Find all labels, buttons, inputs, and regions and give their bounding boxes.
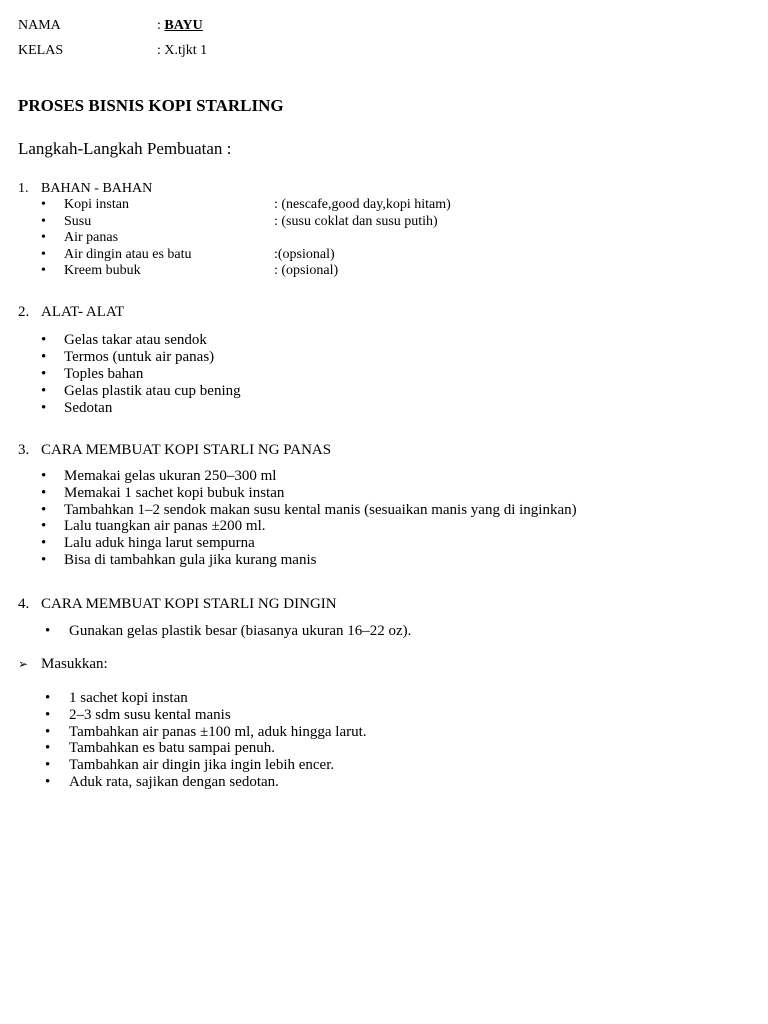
masukkan-item-text: Tambahkan air panas ±100 ml, aduk hingga larut. [69,723,367,740]
bullet-icon: • [45,623,51,639]
hot-step-item-text: Lalu tuangkan air panas ±200 ml. [64,518,266,535]
bullet-icon: • [41,518,47,535]
masukkan-item [45,690,725,707]
ingredient-item-value: : (opsional) [274,263,339,279]
cold-step-item [45,623,725,640]
masukkan-item [45,757,725,774]
kelas-label: KELAS [18,43,64,58]
ingredient-item [41,262,561,279]
bullet-icon: • [41,230,46,246]
section2-number: 2. [18,304,30,320]
masukkan-item-text: 1 sachet kopi instan [69,690,188,706]
masukkan-item [45,707,725,724]
bullet-icon: • [45,706,51,723]
masukkan-label: Masukkan: [41,656,108,672]
masukkan-item-text: Aduk rata, sajikan dengan sedotan. [69,773,279,790]
section1-list [41,196,561,279]
nama-value-line [157,17,203,34]
bullet-icon: • [41,468,47,484]
page-title: PROSES BISNIS KOPI STARLING [18,96,284,115]
ingredient-item-value: : (nescafe,good day,kopi hitam) [274,197,451,212]
bullet-icon: • [41,332,47,348]
bullet-icon: • [41,501,47,518]
bullet-icon: • [45,740,51,757]
tool-item-text: Termos (untuk air panas) [64,348,215,365]
bullet-icon: • [41,213,46,229]
ingredient-item [41,213,561,230]
section4-number: 4. [18,596,30,612]
section2-list [41,332,561,416]
tool-item-text: Toples bahan [64,365,144,382]
section1-number: 1. [18,181,29,196]
bullet-icon: • [45,690,51,706]
bullet-icon: • [41,197,46,212]
masukkan-list [45,690,725,791]
ingredient-item-text: Air panas [64,230,119,246]
ingredient-item-value: :(opsional) [274,246,335,262]
hot-step-item-text: Bisa di tambahkan gula jika kurang manis [64,551,317,568]
ingredient-item-value: : (susu coklat dan susu putih) [274,213,438,229]
bullet-icon: • [41,399,47,416]
bullet-icon: • [41,551,47,568]
bullet-icon: • [45,757,51,774]
masukkan-item [45,724,725,741]
masukkan-item-text: Tambahkan air dingin jika ingin lebih encer. [69,757,335,774]
section4-heading: CARA MEMBUAT KOPI STARLI NG DINGIN [41,596,337,612]
tool-item [41,400,561,417]
ingredient-item [41,196,561,213]
masukkan-item [45,740,725,757]
bullet-icon: • [41,263,46,279]
tool-item [41,366,561,383]
ingredient-item-text: Kopi instan [64,197,129,212]
masukkan-item [45,774,725,791]
cold-step-item-text: Gunakan gelas plastik besar (biasanya ukuran 16–22 oz). [69,623,412,639]
section4-list [45,623,725,640]
hot-step-item-text: Memakai gelas ukuran 250–300 ml [64,468,277,484]
section2-heading: ALAT- ALAT [41,304,125,320]
bullet-icon: • [45,723,51,740]
tool-item-text: Gelas takar atau sendok [64,332,207,348]
hot-step-item [41,535,721,552]
section3-heading: CARA MEMBUAT KOPI STARLI NG PANAS [41,442,332,458]
page-subtitle: Langkah-Langkah Pembuatan : [18,139,232,158]
bullet-icon: • [41,484,47,501]
nama-label: NAMA [18,18,61,33]
hot-step-item-text: Memakai 1 sachet kopi bubuk instan [64,484,285,501]
tool-item [41,349,561,366]
ingredient-item-text: Air dingin atau es batu [64,246,192,262]
hot-step-item [41,518,721,535]
ingredient-item-text: Kreem bubuk [64,263,141,279]
hot-step-item [41,552,721,569]
nama-value: BAYU [164,18,203,33]
tool-item-text: Sedotan [64,399,113,416]
bullet-icon: • [41,535,47,552]
tool-item [41,332,561,349]
section3-list [41,468,721,569]
hot-step-item-text: Lalu aduk hinga larut sempurna [64,535,255,552]
bullet-icon: • [41,365,47,382]
bullet-icon: • [41,382,47,399]
arrow-bullet-icon: ➢ [18,657,29,671]
bullet-icon: • [45,773,51,790]
hot-step-item-text: Tambahkan 1–2 sendok makan susu kental manis (sesuaikan manis yang di inginkan) [64,501,577,518]
section3-number: 3. [18,442,30,458]
masukkan-item-text: 2–3 sdm susu kental manis [69,706,231,723]
ingredient-item-text: Susu [64,213,92,229]
nama-separator: : [157,18,161,33]
ingredient-item [41,246,561,263]
ingredient-item [41,229,561,246]
masukkan-item-text: Tambahkan es batu sampai penuh. [69,740,275,757]
hot-step-item [41,485,721,502]
hot-step-item [41,502,721,519]
kelas-value: : X.tjkt 1 [157,43,208,58]
tool-item [41,383,561,400]
tool-item-text: Gelas plastik atau cup bening [64,382,241,399]
bullet-icon: • [41,348,47,365]
bullet-icon: • [41,246,46,262]
section1-heading: BAHAN - BAHAN [41,181,153,196]
masukkan-line [18,656,28,673]
hot-step-item [41,468,721,485]
